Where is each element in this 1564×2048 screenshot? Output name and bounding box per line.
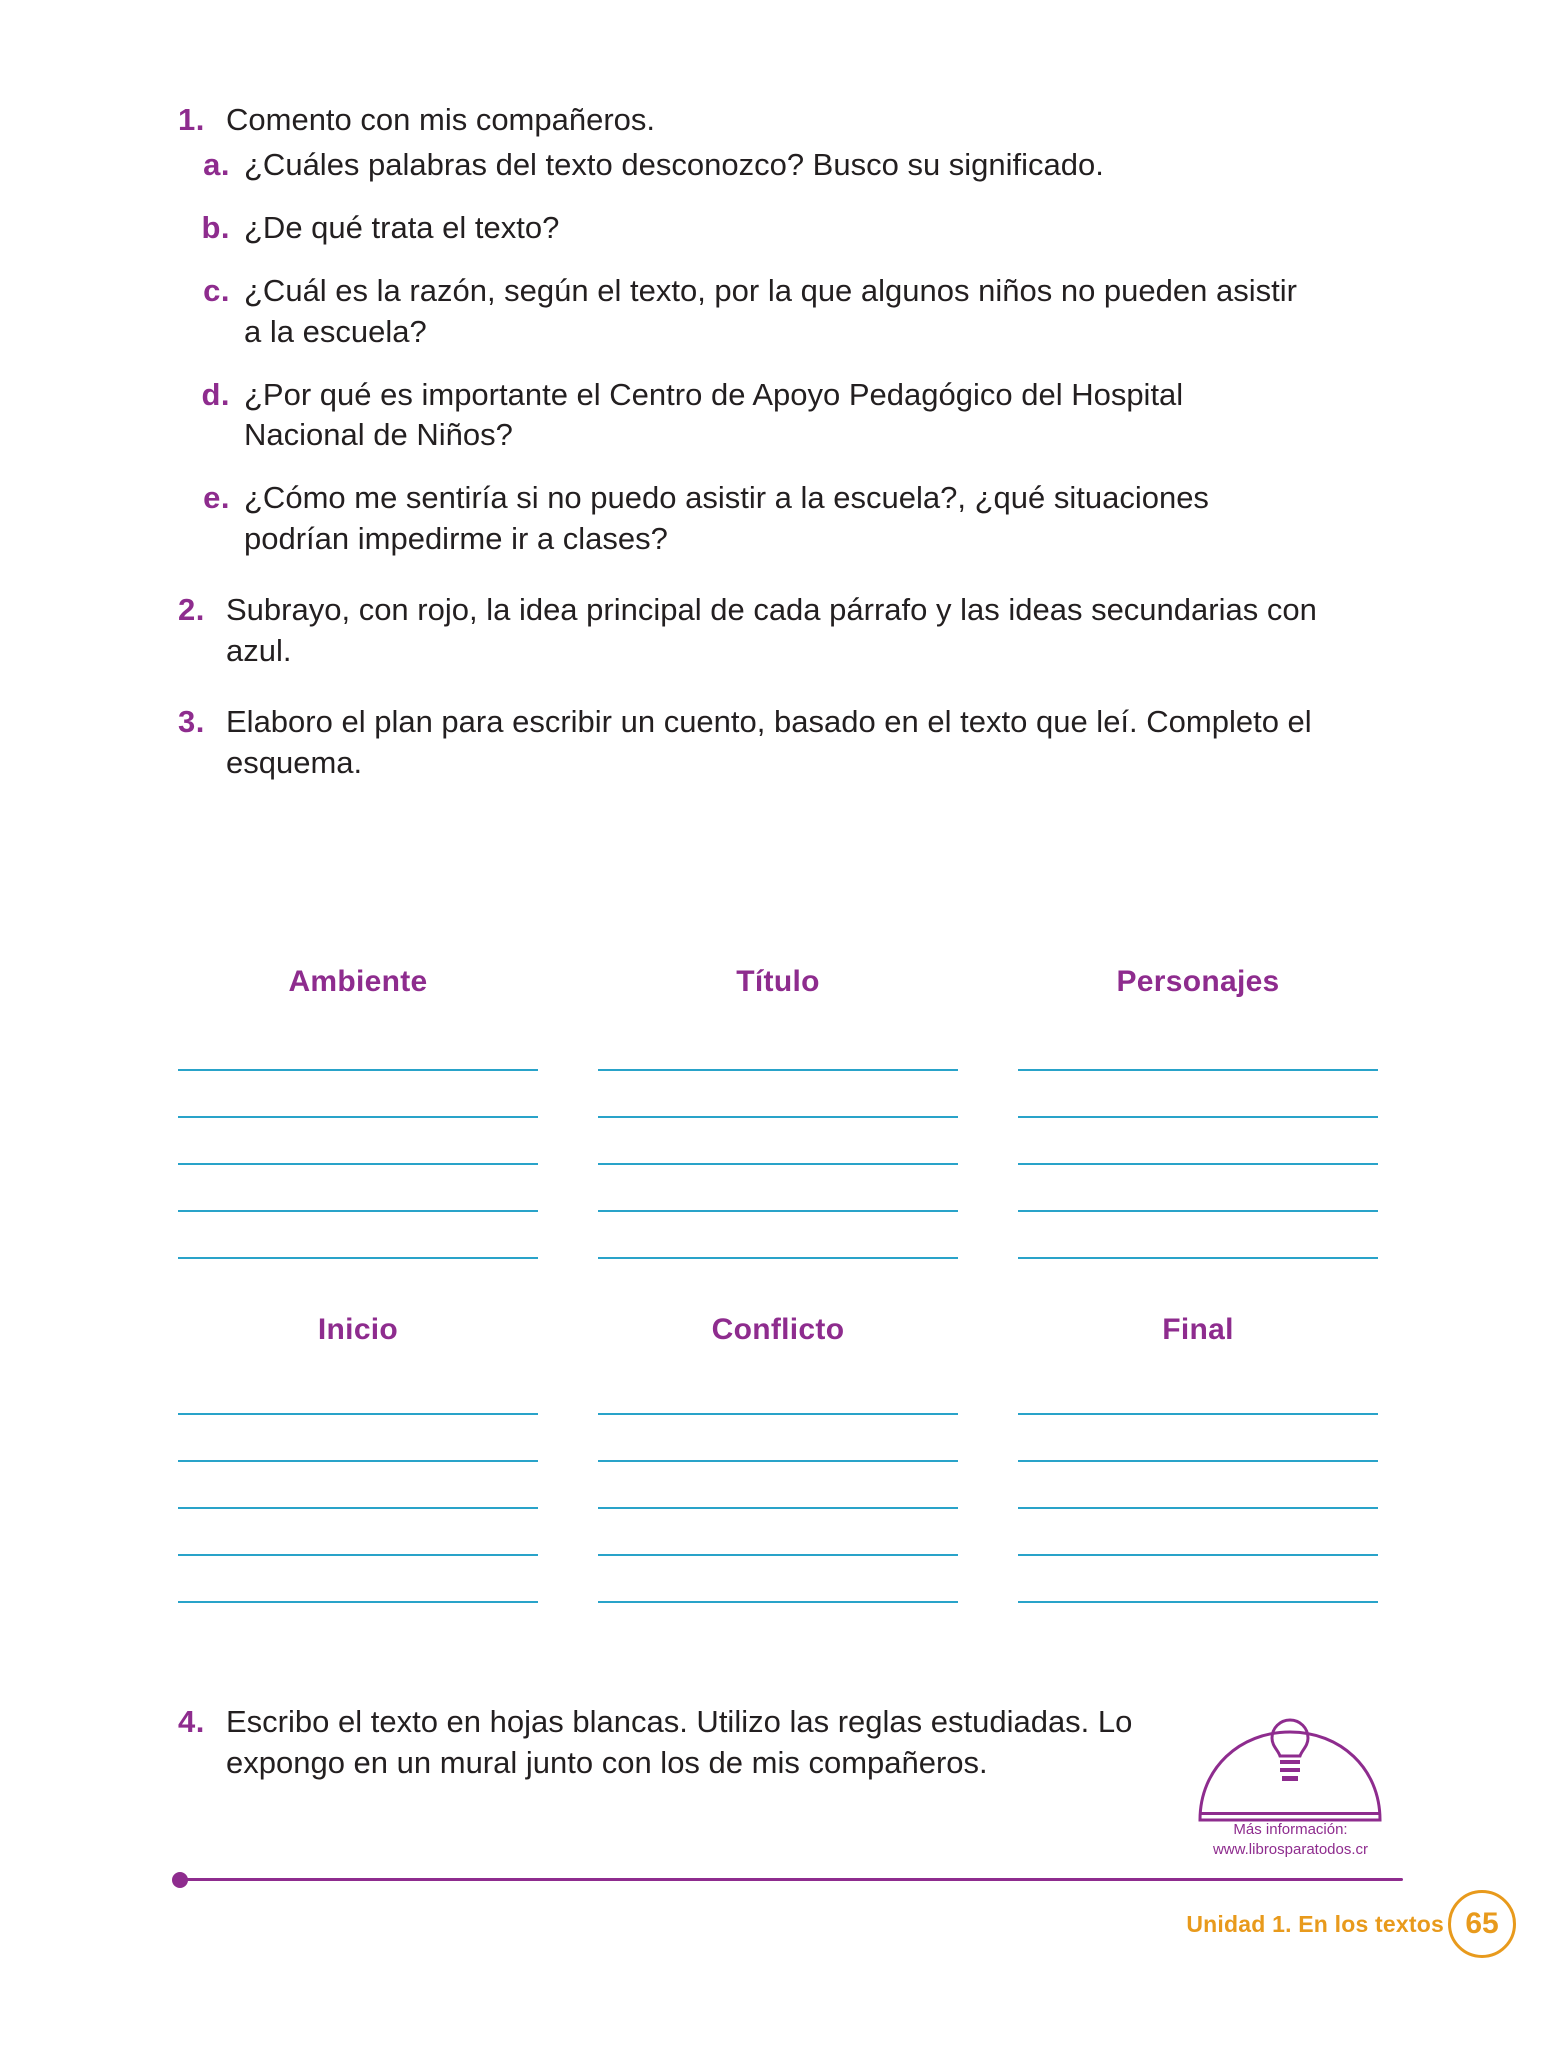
scheme-column-title: Conflicto xyxy=(711,1313,845,1346)
exercise-item-2 xyxy=(178,590,1378,672)
subitem-text: ¿Cómo me sentiría si no puedo asistir a la escuela?, ¿qué situaciones podrían impedirme ir a clases? xyxy=(244,480,1209,557)
subitem-b xyxy=(178,208,1378,249)
writing-line[interactable] xyxy=(598,1373,958,1415)
scheme-column-title: Personajes xyxy=(1116,965,1280,998)
scheme-column-final xyxy=(1018,1313,1378,1603)
writing-line[interactable] xyxy=(178,1165,538,1212)
scheme-column-personajes xyxy=(1018,965,1378,1259)
scheme-column-title: Final xyxy=(1162,1313,1234,1346)
writing-line[interactable] xyxy=(178,1118,538,1165)
subitem-d xyxy=(178,375,1378,457)
exercise-number: 3. xyxy=(178,703,205,739)
subitem-text: ¿De qué trata el texto? xyxy=(244,209,560,245)
writing-line[interactable] xyxy=(1018,1212,1378,1259)
scheme-column-titulo xyxy=(598,965,958,1259)
more-info-label xyxy=(1188,1820,1393,1861)
subitem-letter: d. xyxy=(201,376,230,412)
writing-line[interactable] xyxy=(178,1415,538,1462)
writing-lines[interactable] xyxy=(598,1373,958,1603)
writing-line[interactable] xyxy=(178,1373,538,1415)
subitem-letter: c. xyxy=(203,272,230,308)
subitem-a xyxy=(178,145,1378,186)
more-info-stamp[interactable] xyxy=(1188,1716,1393,1866)
scheme-column-title: Inicio xyxy=(317,1313,399,1346)
writing-line[interactable] xyxy=(598,1509,958,1556)
writing-line[interactable] xyxy=(598,1556,958,1603)
writing-line[interactable] xyxy=(178,1212,538,1259)
exercise-text: Subrayo, con rojo, la idea principal de cada párrafo y las ideas secundarias con azul. xyxy=(226,592,1317,669)
writing-line[interactable] xyxy=(1018,1165,1378,1212)
exercise-number: 1. xyxy=(178,102,205,137)
writing-line[interactable] xyxy=(1018,1415,1378,1462)
writing-line[interactable] xyxy=(598,1029,958,1071)
exercise-text: Elaboro el plan para escribir un cuento, basado en el texto que leí. Completo el esquema. xyxy=(226,703,1312,780)
subitem-c xyxy=(178,271,1378,353)
writing-line[interactable] xyxy=(1018,1118,1378,1165)
story-plan-scheme xyxy=(178,965,1378,1603)
subitem-letter: e. xyxy=(203,480,230,516)
writing-line[interactable] xyxy=(1018,1556,1378,1603)
subitem-e xyxy=(178,478,1378,560)
writing-lines[interactable] xyxy=(178,1373,538,1603)
writing-lines[interactable] xyxy=(1018,1373,1378,1603)
writing-line[interactable] xyxy=(1018,1071,1378,1118)
page-number-badge: 65 xyxy=(1448,1890,1516,1958)
exercise-text: Escribo el texto en hojas blancas. Utilizo las reglas estudiadas. Lo expongo en un mural junto con los de mis compañeros. xyxy=(226,1704,1133,1780)
writing-line[interactable] xyxy=(178,1462,538,1509)
writing-line[interactable] xyxy=(598,1462,958,1509)
exercise-item-3 xyxy=(178,702,1378,784)
subitem-text: ¿Cuál es la razón, según el texto, por la que algunos niños no pueden asistir a la escuela? xyxy=(244,272,1297,349)
exercise-item-1 xyxy=(178,100,1378,141)
writing-line[interactable] xyxy=(1018,1509,1378,1556)
exercise-number: 2. xyxy=(178,592,205,628)
exercise-number: 4. xyxy=(178,1704,205,1739)
writing-line[interactable] xyxy=(598,1415,958,1462)
writing-line[interactable] xyxy=(1018,1462,1378,1509)
writing-line[interactable] xyxy=(598,1165,958,1212)
subitem-text: ¿Por qué es importante el Centro de Apoyo Pedagógico del Hospital Nacional de Niños? xyxy=(244,376,1184,453)
footer-rule xyxy=(178,1878,1403,1881)
writing-line[interactable] xyxy=(178,1029,538,1071)
scheme-row-top xyxy=(178,965,1378,1259)
exercise-item-4 xyxy=(178,1702,1178,1790)
writing-line[interactable] xyxy=(1018,1029,1378,1071)
scheme-column-conflicto xyxy=(598,1313,958,1603)
footer-unit-label: Unidad 1. En los textos xyxy=(1186,1911,1444,1937)
writing-line[interactable] xyxy=(178,1509,538,1556)
subitem-text: ¿Cuáles palabras del texto desconozco? Busco su significado. xyxy=(244,146,1104,182)
scheme-column-title: Ambiente xyxy=(288,965,428,998)
scheme-column-ambiente xyxy=(178,965,538,1259)
writing-line[interactable] xyxy=(178,1556,538,1603)
writing-line[interactable] xyxy=(598,1212,958,1259)
exercise-text: Comento con mis compañeros. xyxy=(226,102,656,137)
writing-lines[interactable] xyxy=(1018,1029,1378,1259)
subitem-letter: b. xyxy=(201,209,230,245)
more-info-line2: www.librosparatodos.cr xyxy=(1212,1841,1369,1859)
writing-line[interactable] xyxy=(178,1071,538,1118)
writing-line[interactable] xyxy=(598,1071,958,1118)
writing-line[interactable] xyxy=(1018,1373,1378,1415)
subitem-letter: a. xyxy=(203,146,230,182)
exercise-1-sublist xyxy=(178,145,1378,560)
more-info-line1: Más información: xyxy=(1233,1821,1348,1838)
writing-lines[interactable] xyxy=(178,1029,538,1259)
writing-lines[interactable] xyxy=(598,1029,958,1259)
scheme-column-title: Título xyxy=(736,965,820,998)
lightbulb-dome-icon xyxy=(1188,1716,1393,1826)
scheme-column-inicio xyxy=(178,1313,538,1603)
scheme-row-bottom xyxy=(178,1313,1378,1603)
writing-line[interactable] xyxy=(598,1118,958,1165)
exercise-list xyxy=(178,100,1378,790)
